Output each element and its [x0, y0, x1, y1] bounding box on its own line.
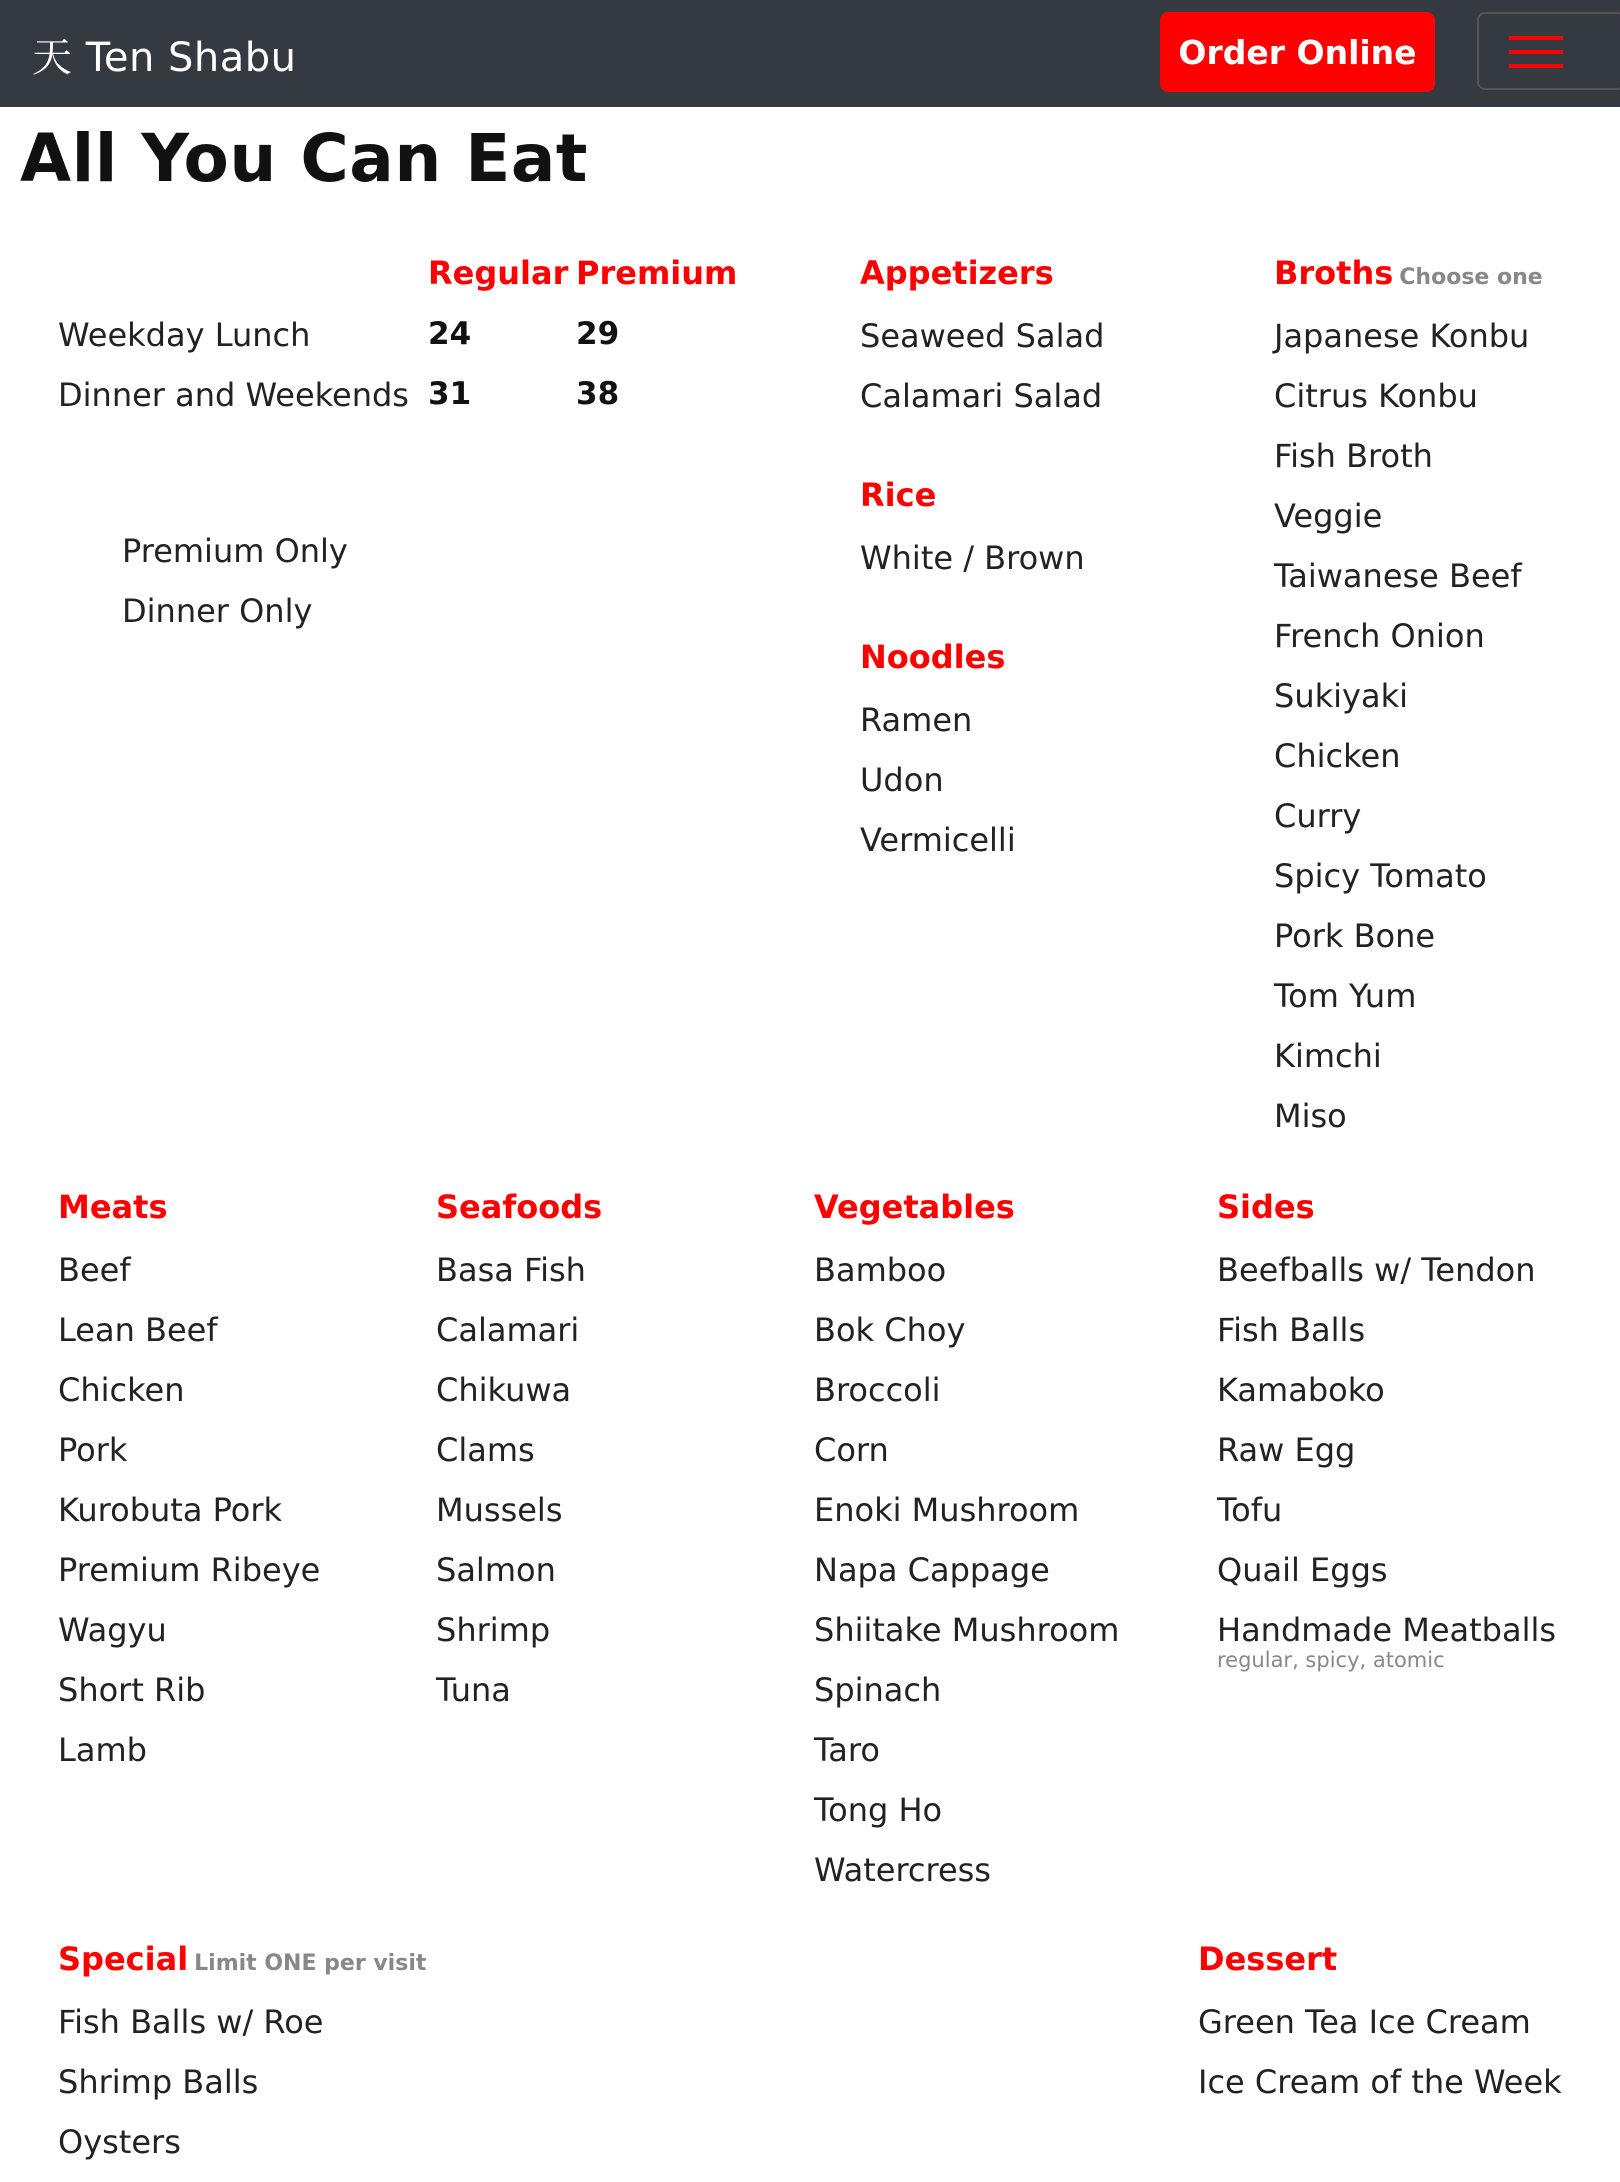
list-item: Mussels — [436, 1491, 563, 1529]
seafoods-title: Seafoods — [436, 1188, 603, 1226]
page-title: All You Can Eat — [20, 120, 588, 197]
list-item: White / Brown — [860, 539, 1085, 577]
legend-dinner-only: Dinner Only — [122, 592, 313, 630]
list-item: Ramen — [860, 701, 973, 739]
legend-premium-only: Premium Only — [122, 532, 348, 570]
noodles-list — [860, 700, 1016, 880]
list-item: Kurobuta Pork — [58, 1491, 283, 1529]
list-item: Enoki Mushroom — [814, 1491, 1080, 1529]
list-item: Beefballs w/ Tendon — [1217, 1251, 1536, 1289]
list-item: Tuna — [436, 1671, 511, 1709]
pricing-row-label: Dinner and Weekends — [58, 376, 409, 414]
sides-title: Sides — [1217, 1188, 1315, 1226]
list-item: Ice Cream of the Week — [1198, 2063, 1562, 2101]
list-item: Shrimp — [436, 1611, 551, 1649]
list-item: Shrimp Balls — [58, 2063, 259, 2101]
hamburger-menu-button[interactable] — [1477, 12, 1620, 90]
vegetables-title: Vegetables — [814, 1188, 1015, 1226]
broths-title — [1274, 254, 1543, 292]
seafoods-list — [436, 1250, 586, 1730]
list-item: Spinach — [814, 1671, 942, 1709]
list-item: Tofu — [1217, 1491, 1283, 1529]
list-item: Kamaboko — [1217, 1371, 1385, 1409]
list-item: Veggie — [1274, 497, 1383, 535]
list-item: Tong Ho — [814, 1791, 943, 1829]
meats-title: Meats — [58, 1188, 168, 1226]
list-item: Fish Balls — [1217, 1311, 1366, 1349]
list-item: Watercress — [814, 1851, 991, 1889]
dessert-list — [1198, 2002, 1562, 2122]
list-item: Salmon — [436, 1551, 556, 1589]
list-item: Curry — [1274, 797, 1362, 835]
list-item: Bamboo — [814, 1251, 947, 1289]
list-item: Premium Ribeye — [58, 1551, 321, 1589]
list-item: Lean Beef — [58, 1311, 218, 1349]
list-item: Broccoli — [814, 1371, 941, 1409]
list-item: Napa Cappage — [814, 1551, 1050, 1589]
list-item: Calamari — [436, 1311, 580, 1349]
list-item: Beef — [58, 1251, 131, 1289]
list-item: Pork Bone — [1274, 917, 1436, 955]
list-item: Calamari Salad — [860, 377, 1103, 415]
list-item: Basa Fish — [436, 1251, 586, 1289]
regular-price: 24 — [428, 316, 472, 352]
broths-list — [1274, 316, 1529, 1156]
list-item: Fish Balls w/ Roe — [58, 2003, 324, 2041]
broths-note: Choose one — [1399, 265, 1543, 290]
list-item: Lamb — [58, 1731, 147, 1769]
list-item: Pork — [58, 1431, 128, 1469]
premium-price: 29 — [576, 316, 620, 352]
list-item: Chikuwa — [436, 1371, 572, 1409]
list-item: Kimchi — [1274, 1037, 1382, 1075]
noodles-title: Noodles — [860, 638, 1006, 676]
list-item: Seaweed Salad — [860, 317, 1105, 355]
list-item: Chicken — [1274, 737, 1401, 775]
premium-header: Premium — [576, 254, 738, 292]
list-item: Handmade Meatballs — [1217, 1611, 1557, 1649]
list-item: Green Tea Ice Cream — [1198, 2003, 1531, 2041]
list-item: Vermicelli — [860, 821, 1016, 859]
meatballs-note: regular, spicy, atomic — [1217, 1648, 1445, 1672]
list-item: Clams — [436, 1431, 535, 1469]
premium-price: 38 — [576, 376, 620, 412]
list-item: Miso — [1274, 1097, 1347, 1135]
list-item: Chicken — [58, 1371, 185, 1409]
brand-logo[interactable]: 天 Ten Shabu — [32, 35, 297, 81]
list-item: Citrus Konbu — [1274, 377, 1478, 415]
list-item: Wagyu — [58, 1611, 167, 1649]
list-item: Corn — [814, 1431, 889, 1469]
list-item: Quail Eggs — [1217, 1551, 1388, 1589]
list-item: Shiitake Mushroom — [814, 1611, 1120, 1649]
list-item: French Onion — [1274, 617, 1485, 655]
sides-list — [1217, 1250, 1556, 1670]
list-item: Spicy Tomato — [1274, 857, 1487, 895]
special-title-text: Special — [58, 1940, 189, 1978]
list-item: Bok Choy — [814, 1311, 966, 1349]
appetizers-title: Appetizers — [860, 254, 1054, 292]
pricing-row-label: Weekday Lunch — [58, 316, 311, 354]
appetizers-list — [860, 316, 1104, 436]
rice-list — [860, 538, 1085, 598]
list-item: Taro — [814, 1731, 880, 1769]
vegetables-list — [814, 1250, 1119, 1910]
list-item: Tom Yum — [1274, 977, 1417, 1015]
regular-price: 31 — [428, 376, 472, 412]
list-item: Oysters — [58, 2123, 181, 2161]
list-item: Taiwanese Beef — [1274, 557, 1522, 595]
meats-list — [58, 1250, 320, 1790]
list-item: Japanese Konbu — [1274, 317, 1530, 355]
list-item: Short Rib — [58, 1671, 206, 1709]
rice-title: Rice — [860, 476, 937, 514]
list-item: Fish Broth — [1274, 437, 1433, 475]
regular-header: Regular — [428, 254, 569, 292]
list-item: Udon — [860, 761, 944, 799]
dessert-title: Dessert — [1198, 1940, 1338, 1978]
list-item: Sukiyaki — [1274, 677, 1408, 715]
order-online-button[interactable]: Order Online — [1160, 12, 1435, 92]
list-item: Raw Egg — [1217, 1431, 1356, 1469]
special-list — [58, 2002, 323, 2182]
special-title — [58, 1940, 426, 1978]
broths-title-text: Broths — [1274, 254, 1394, 292]
special-note: Limit ONE per visit — [194, 1951, 427, 1976]
navbar — [0, 0, 1620, 107]
